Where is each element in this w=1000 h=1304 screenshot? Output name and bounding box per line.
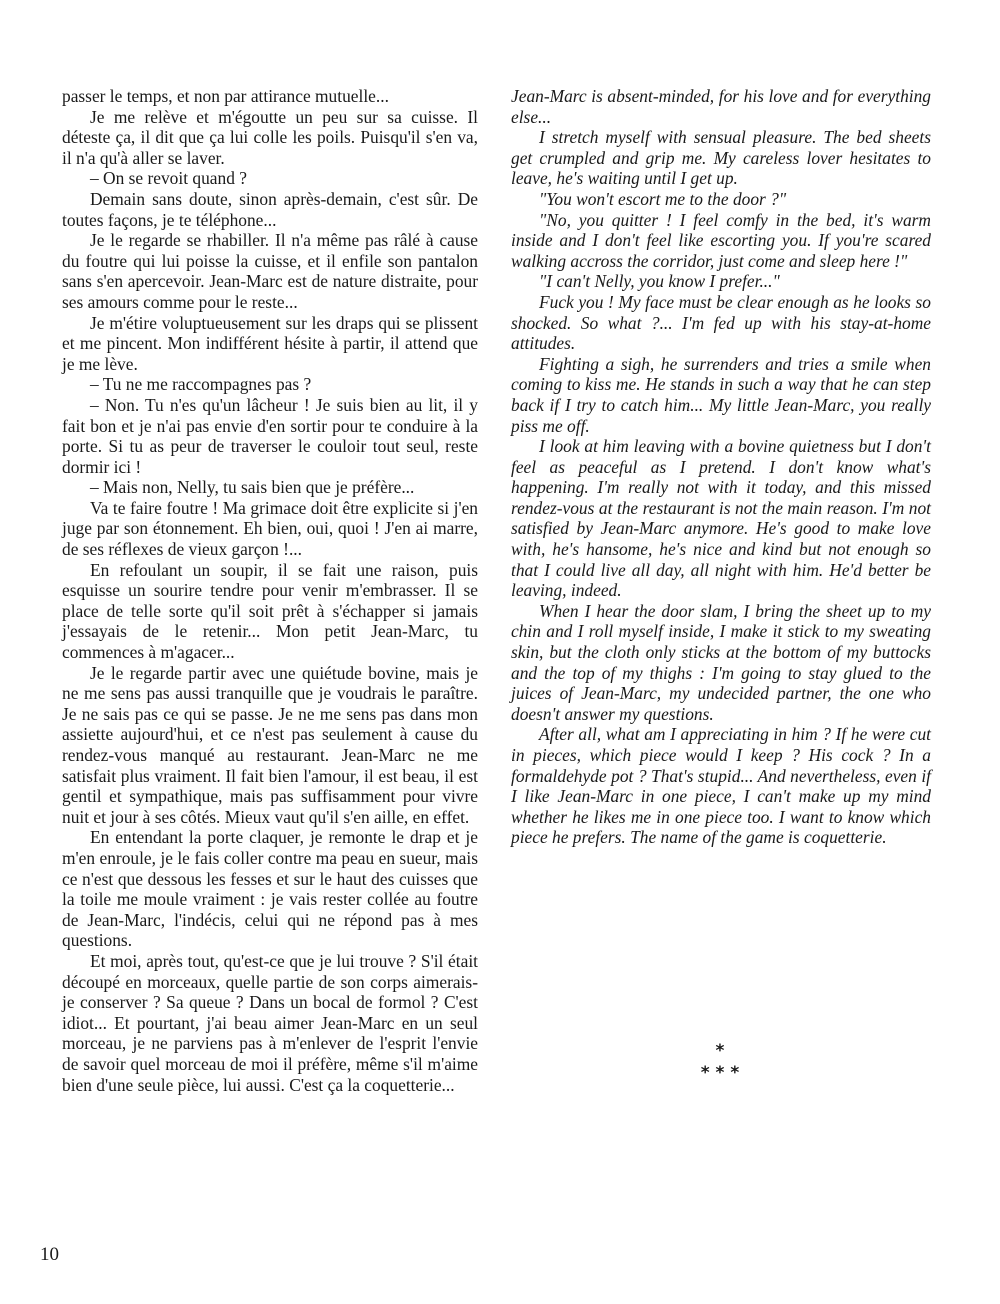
separator-top-asterisk: *: [715, 1041, 725, 1061]
paragraph: When I hear the door slam, I bring the sheet up to my chin and I roll myself inside, I make it stick to my sweating skin, but the cloth only sticks at the bottom of my buttocks and the top of my thighs : I'm going to stay glued to the juices of Jean-Marc, my undecided partner, the one who doesn't answer my questions.: [511, 600, 931, 724]
english-translation-column: [511, 86, 931, 848]
dialogue-line: – Mais non, Nelly, tu sais bien que je préfère...: [90, 477, 415, 498]
paragraph: passer le temps, et non par attirance mutuelle...: [62, 86, 389, 106]
dialogue-line: – Tu ne me raccompagnes pas ?: [90, 374, 312, 395]
paragraph: Je le regarde partir avec une quiétude bovine, mais je ne me sens pas aussi tranquille que je voudrais le paraître. Je ne sais pas ce qui se passe. Je ne me sens pas dans mon assiette aujourd'hui, et ce n'est pas seulement à cause du rendez-vous manqué au restaurant. Jean-Marc ne me satisfait plus vraiment. Il fait bien l'amour, il est beau, il est gentil et sympathique, mais pas suffisamment pour vivre nuit et jour à ses côtés. Mieux vaut qu'il s'en aille, en effet.: [62, 662, 478, 827]
paragraph: I look at him leaving with a bovine quietness but I don't feel as peaceful as I pretend. I don't know what's happening. I'm really not with it today, and this missed rendez-vous at the restaurant is not the main reason. I'm not satisfied by Jean-Marc anymore. He's good to make love with, he's hansome, he's nice and kind but not enough so that I could live all day, all night with him. He'd better be leaving, indeed.: [511, 436, 931, 601]
dialogue-line: "I can't Nelly, you know I prefer...": [539, 271, 780, 292]
paragraph: After all, what am I appreciating in him ? If he were cut in pieces, which piece would I keep ? His cock ? In a formaldehyde pot ? That's stupid... And nevertheless, even if I like Jean-Marc in one piece, I can't make up my mind whether he likes me in one piece too. I want to know which piece he prefers. The name of the game is coquetterie.: [511, 724, 931, 848]
separator-bottom-asterisks: * * *: [700, 1063, 740, 1083]
dialogue-line: – Non. Tu n'es qu'un lâcheur ! Je suis bien au lit, il y fait bon et je n'ai pas envie d'en sortir pour te conduire à la porte. Si tu as peur de traverser le couloir tout seul, reste dormir ici !: [62, 394, 478, 477]
paragraph: Demain sans doute, sinon après-demain, c'est sûr. De toutes façons, je te téléphone...: [62, 188, 478, 230]
dialogue-line: "You won't escort me to the door ?": [539, 188, 787, 209]
section-separator: [640, 1040, 800, 1084]
paragraph: Je m'étire voluptueusement sur les draps qui se plissent et me pincent. Mon indifférent hésite à partir, il attend que je me lève.: [62, 312, 478, 374]
paragraph: Jean-Marc is absent-minded, for his love and for everything else...: [511, 86, 931, 127]
french-text-column: [62, 86, 478, 1095]
dialogue-line: – On se revoit quand ?: [90, 168, 247, 189]
paragraph: Et moi, après tout, qu'est-ce que je lui trouve ? S'il était découpé en morceaux, quelle partie de son corps aimerais-je conserver ? Sa queue ? Dans un bocal de formol ? C'est idiot... Et pourtant, j'ai beau aimer Jean-Marc en un seul morceau, je ne parviens pas à m'enlever de l'esprit l'envie de savoir quel morceau de moi il préfère, même s'il m'aime bien d'une seule pièce, lui aussi. C'est ça la coquetterie...: [62, 950, 478, 1095]
paragraph: Je le regarde se rhabiller. Il n'a même pas râlé à cause du foutre qui lui poisse la cuisse, et il enfile son pantalon sans s'en apercevoir. Jean-Marc est de nature distraite, pour ses amours comme pour le reste...: [62, 230, 478, 312]
paragraph: Fighting a sigh, he surrenders and tries a smile when coming to kiss me. He stands in such a way that he can step back if I try to catch him... My little Jean-Marc, you really piss me off.: [511, 353, 931, 436]
paragraph: I stretch myself with sensual pleasure. The bed sheets get crumpled and grip me. My careless lover hesitates to leave, he's waiting until I get up.: [511, 127, 931, 189]
paragraph: Fuck you ! My face must be clear enough as he looks so shocked. So what ?... I'm fed up with his stay-at-home attitudes.: [511, 291, 931, 354]
paragraph: Je me relève et m'égoutte un peu sur sa cuisse. Il déteste ça, il dit que ça lui colle les poils. Puisqu'il s'en va, il n'a qu'à aller se laver.: [62, 106, 478, 168]
paragraph: En refoulant un soupir, il se fait une raison, puis esquisse un sourire tendre pour venir m'embrasser. Il se place de telle sorte qu'il soit prêt à s'échapper si jamais j'essayais de le retenir... Mon petit Jean-Marc, tu commences à m'agacer...: [62, 559, 478, 663]
paragraph: Va te faire foutre ! Ma grimace doit être explicite si j'en juge par son étonnement. Eh bien, oui, quoi ! J'en ai marre, de ses réflexes de vieux garçon !...: [62, 497, 478, 560]
paragraph: En entendant la porte claquer, je remonte le drap et je m'en enroule, je le fais coller contre ma peau en sueur, mais ce n'est que dessous les fesses et sur le haut des cuisses que la toile me moule vraiment : je vais rester collée au foutre de Jean-Marc, l'indécis, celui qui ne répond pas à mes questions.: [62, 827, 478, 951]
dialogue-line: "No, you quitter ! I feel comfy in the bed, it's warm inside and I don't feel like escorting you. If you're scared walking accross the corridor, just come and sleep here !": [511, 209, 931, 271]
page-number: 10: [40, 1244, 59, 1265]
